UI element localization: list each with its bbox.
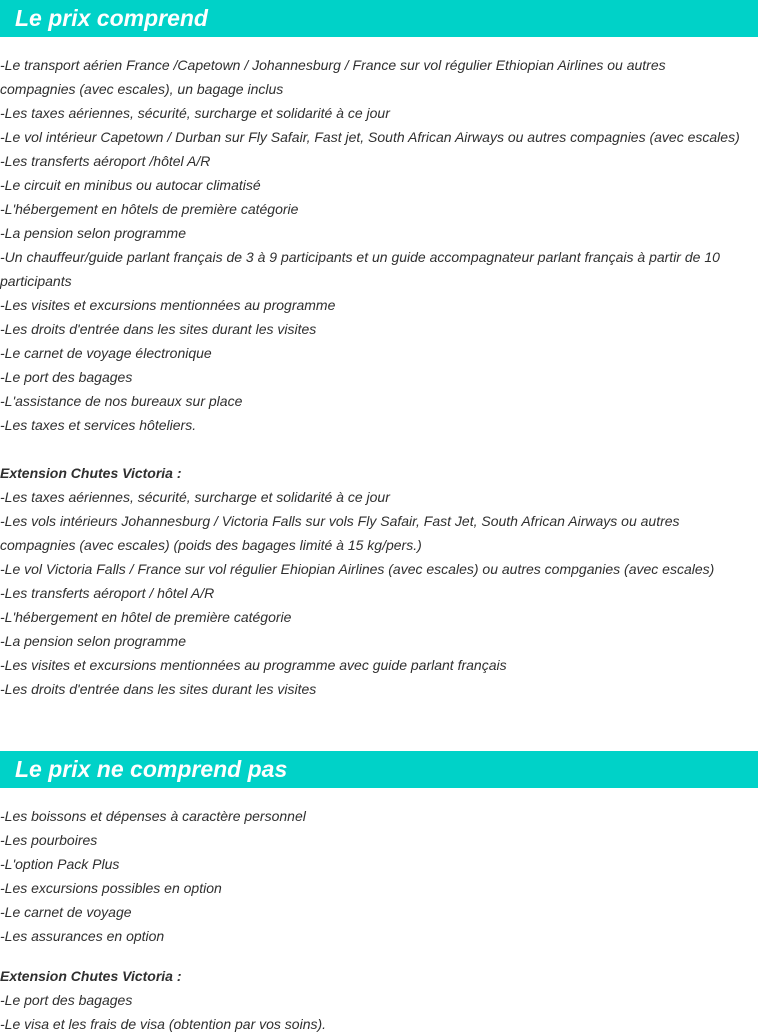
list-item: -Les vols intérieurs Johannesburg / Victoria Falls sur vols Fly Safair, Fast Jet, South African Airways ou autres <box>0 513 680 529</box>
list-item: -Les visites et excursions mentionnées au programme avec guide parlant français <box>0 657 507 673</box>
list-item: -Les taxes aériennes, sécurité, surcharge et solidarité à ce jour <box>0 489 390 505</box>
list-item: -Les boissons et dépenses à caractère personnel <box>0 808 306 824</box>
list-item: -Le carnet de voyage <box>0 904 132 920</box>
list-item: -Les assurances en option <box>0 928 165 944</box>
list-item: -Les taxes et services hôteliers. <box>0 417 197 433</box>
list-item: -La pension selon programme <box>0 633 186 649</box>
list-item: -Les pourboires <box>0 832 98 848</box>
list-item: -Le circuit en minibus ou autocar climatisé <box>0 177 261 193</box>
extension-title-not-included: Extension Chutes Victoria : <box>0 968 182 984</box>
list-item: -Le carnet de voyage électronique <box>0 345 212 361</box>
extension-title-included: Extension Chutes Victoria : <box>0 465 182 481</box>
section-title-not-included: Le prix ne comprend pas <box>15 756 288 782</box>
list-item: -Les droits d'entrée dans les sites durant les visites <box>0 681 317 697</box>
list-item: -Les taxes aériennes, sécurité, surcharge et solidarité à ce jour <box>0 105 390 121</box>
not-included-list <box>0 804 758 948</box>
included-list <box>0 53 758 437</box>
list-item: compagnies (avec escales) (poids des bagages limité à 15 kg/pers.) <box>0 537 422 553</box>
list-item: -Le vol Victoria Falls / France sur vol régulier Ehiopian Airlines (avec escales) ou autres compganies (avec escales) <box>0 561 715 577</box>
list-item: -Le visa et les frais de visa (obtention par vos soins). <box>0 1016 327 1032</box>
section-title-included: Le prix comprend <box>15 5 208 31</box>
list-item: -Le vol intérieur Capetown / Durban sur Fly Safair, Fast jet, South African Airways ou autres compagnies (avec escales) <box>0 129 740 145</box>
list-item: -Les transferts aéroport /hôtel A/R <box>0 153 211 169</box>
list-item: -Les transferts aéroport / hôtel A/R <box>0 585 215 601</box>
list-item: -Les visites et excursions mentionnées au programme <box>0 297 336 313</box>
extension-not-included-list <box>0 988 758 1036</box>
list-item: -Le port des bagages <box>0 369 133 385</box>
list-item: -L'assistance de nos bureaux sur place <box>0 393 243 409</box>
section-header-not-included <box>0 751 758 788</box>
section-header-included <box>0 0 758 37</box>
list-item: compagnies (avec escales), un bagage inclus <box>0 81 284 97</box>
list-item: -L'hébergement en hôtels de première catégorie <box>0 201 299 217</box>
extension-included-list <box>0 485 758 701</box>
list-item: -La pension selon programme <box>0 225 186 241</box>
list-item: -L'hébergement en hôtel de première catégorie <box>0 609 292 625</box>
list-item: participants <box>0 273 72 289</box>
list-item: -Le port des bagages <box>0 992 133 1008</box>
list-item: -Les excursions possibles en option <box>0 880 222 896</box>
list-item: -Le transport aérien France /Capetown / Johannesburg / France sur vol régulier Ethiopian Airlines ou autres <box>0 57 666 73</box>
list-item: -Les droits d'entrée dans les sites durant les visites <box>0 321 317 337</box>
list-item: -L'option Pack Plus <box>0 856 120 872</box>
list-item: -Un chauffeur/guide parlant français de 3 à 9 participants et un guide accompagnateur parlant français à partir de 10 <box>0 249 720 265</box>
